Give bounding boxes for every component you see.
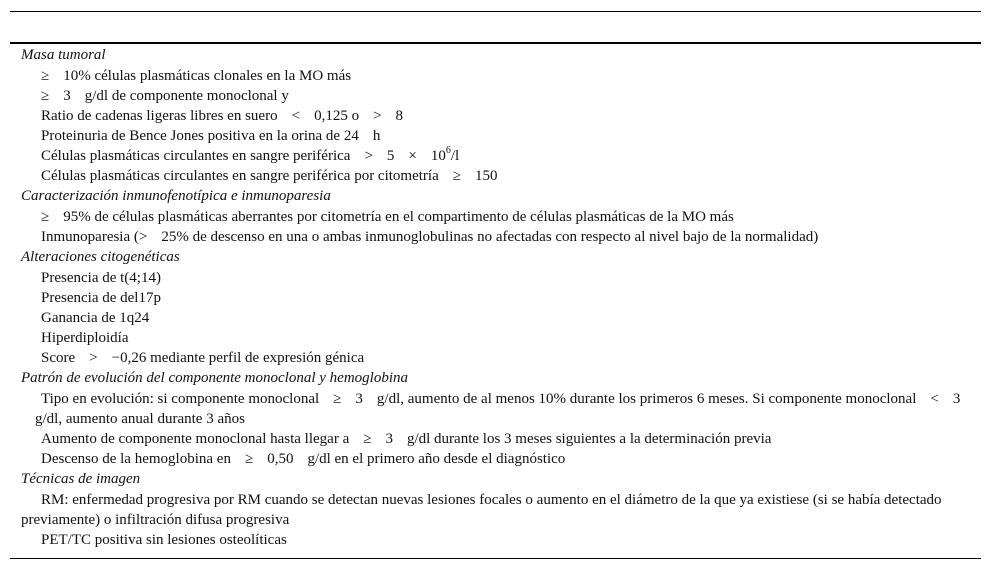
table-row: ≥ 3 g/dl de componente monoclonal y xyxy=(41,88,289,104)
section-title-inmunofenotipo: Caracterización inmunofenotípica e inmunoparesia xyxy=(21,188,331,204)
section-title-citogeneticas: Alteraciones citogenéticas xyxy=(21,249,180,265)
table-row: Descenso de la hemoglobina en ≥ 0,50 g/dl en el primero año desde el diagnóstico xyxy=(41,451,566,467)
table-row: RM: enfermedad progresiva por RM cuando se detectan nuevas lesiones focales o aumento en el diámetro de la que ya existiese (si se había detectado previamente) o infiltración difusa progresiva xyxy=(21,492,942,528)
table-row: Ganancia de 1q24 xyxy=(41,310,150,326)
table-bottom-border xyxy=(10,558,981,559)
table-body xyxy=(21,45,971,550)
table-row: Score > −0,26 mediante perfil de expresión génica xyxy=(41,350,365,366)
table-row: Aumento de componente monoclonal hasta llegar a ≥ 3 g/dl durante los 3 meses siguientes a la determinación previa xyxy=(41,431,772,447)
table-header-border xyxy=(10,42,981,44)
section-title-evolucion: Patrón de evolución del componente monoclonal y hemoglobina xyxy=(21,370,408,386)
section-title-imagen: Técnicas de imagen xyxy=(21,471,141,487)
table-row: Células plasmáticas circulantes en sangre periférica por citometría ≥ 150 xyxy=(41,168,498,184)
table-row: Células plasmáticas circulantes en sangre periférica > $5 \times 10^6/l$ xyxy=(41,145,460,164)
table-row: Presencia de t(4;14) xyxy=(41,270,161,286)
table-row: ≥ 95% de células plasmáticas aberrantes por citometría en el compartimento de células plasmáticas de la MO más xyxy=(41,209,734,225)
table-row: Proteinuria de Bence Jones positiva en la orina de 24 h xyxy=(41,128,381,144)
table-row: Presencia de del17p xyxy=(41,290,161,306)
table-row: PET/TC positiva sin lesiones osteolíticas xyxy=(41,532,287,548)
section-title-masa-tumoral: Masa tumoral xyxy=(21,47,106,63)
table-top-border xyxy=(10,11,981,12)
table-row: Tipo en evolución: si componente monoclonal ≥ 3 g/dl, aumento de al menos 10% durante los primeros 6 meses. Si componente monoclonal < 3g/dl, aumento anual durante 3 años xyxy=(35,391,961,427)
table-row: Hiperdiploidía xyxy=(41,330,129,346)
table-row: ≥ 10% células plasmáticas clonales en la MO más xyxy=(41,68,352,84)
table-row: Inmunoparesia (> 25% de descenso en una o ambas inmunoglobulinas no afectadas con respecto al nivel bajo de la normalidad) xyxy=(41,229,819,245)
table-row: Ratio de cadenas ligeras libres en suero < 0,125 o > 8 xyxy=(41,108,404,124)
